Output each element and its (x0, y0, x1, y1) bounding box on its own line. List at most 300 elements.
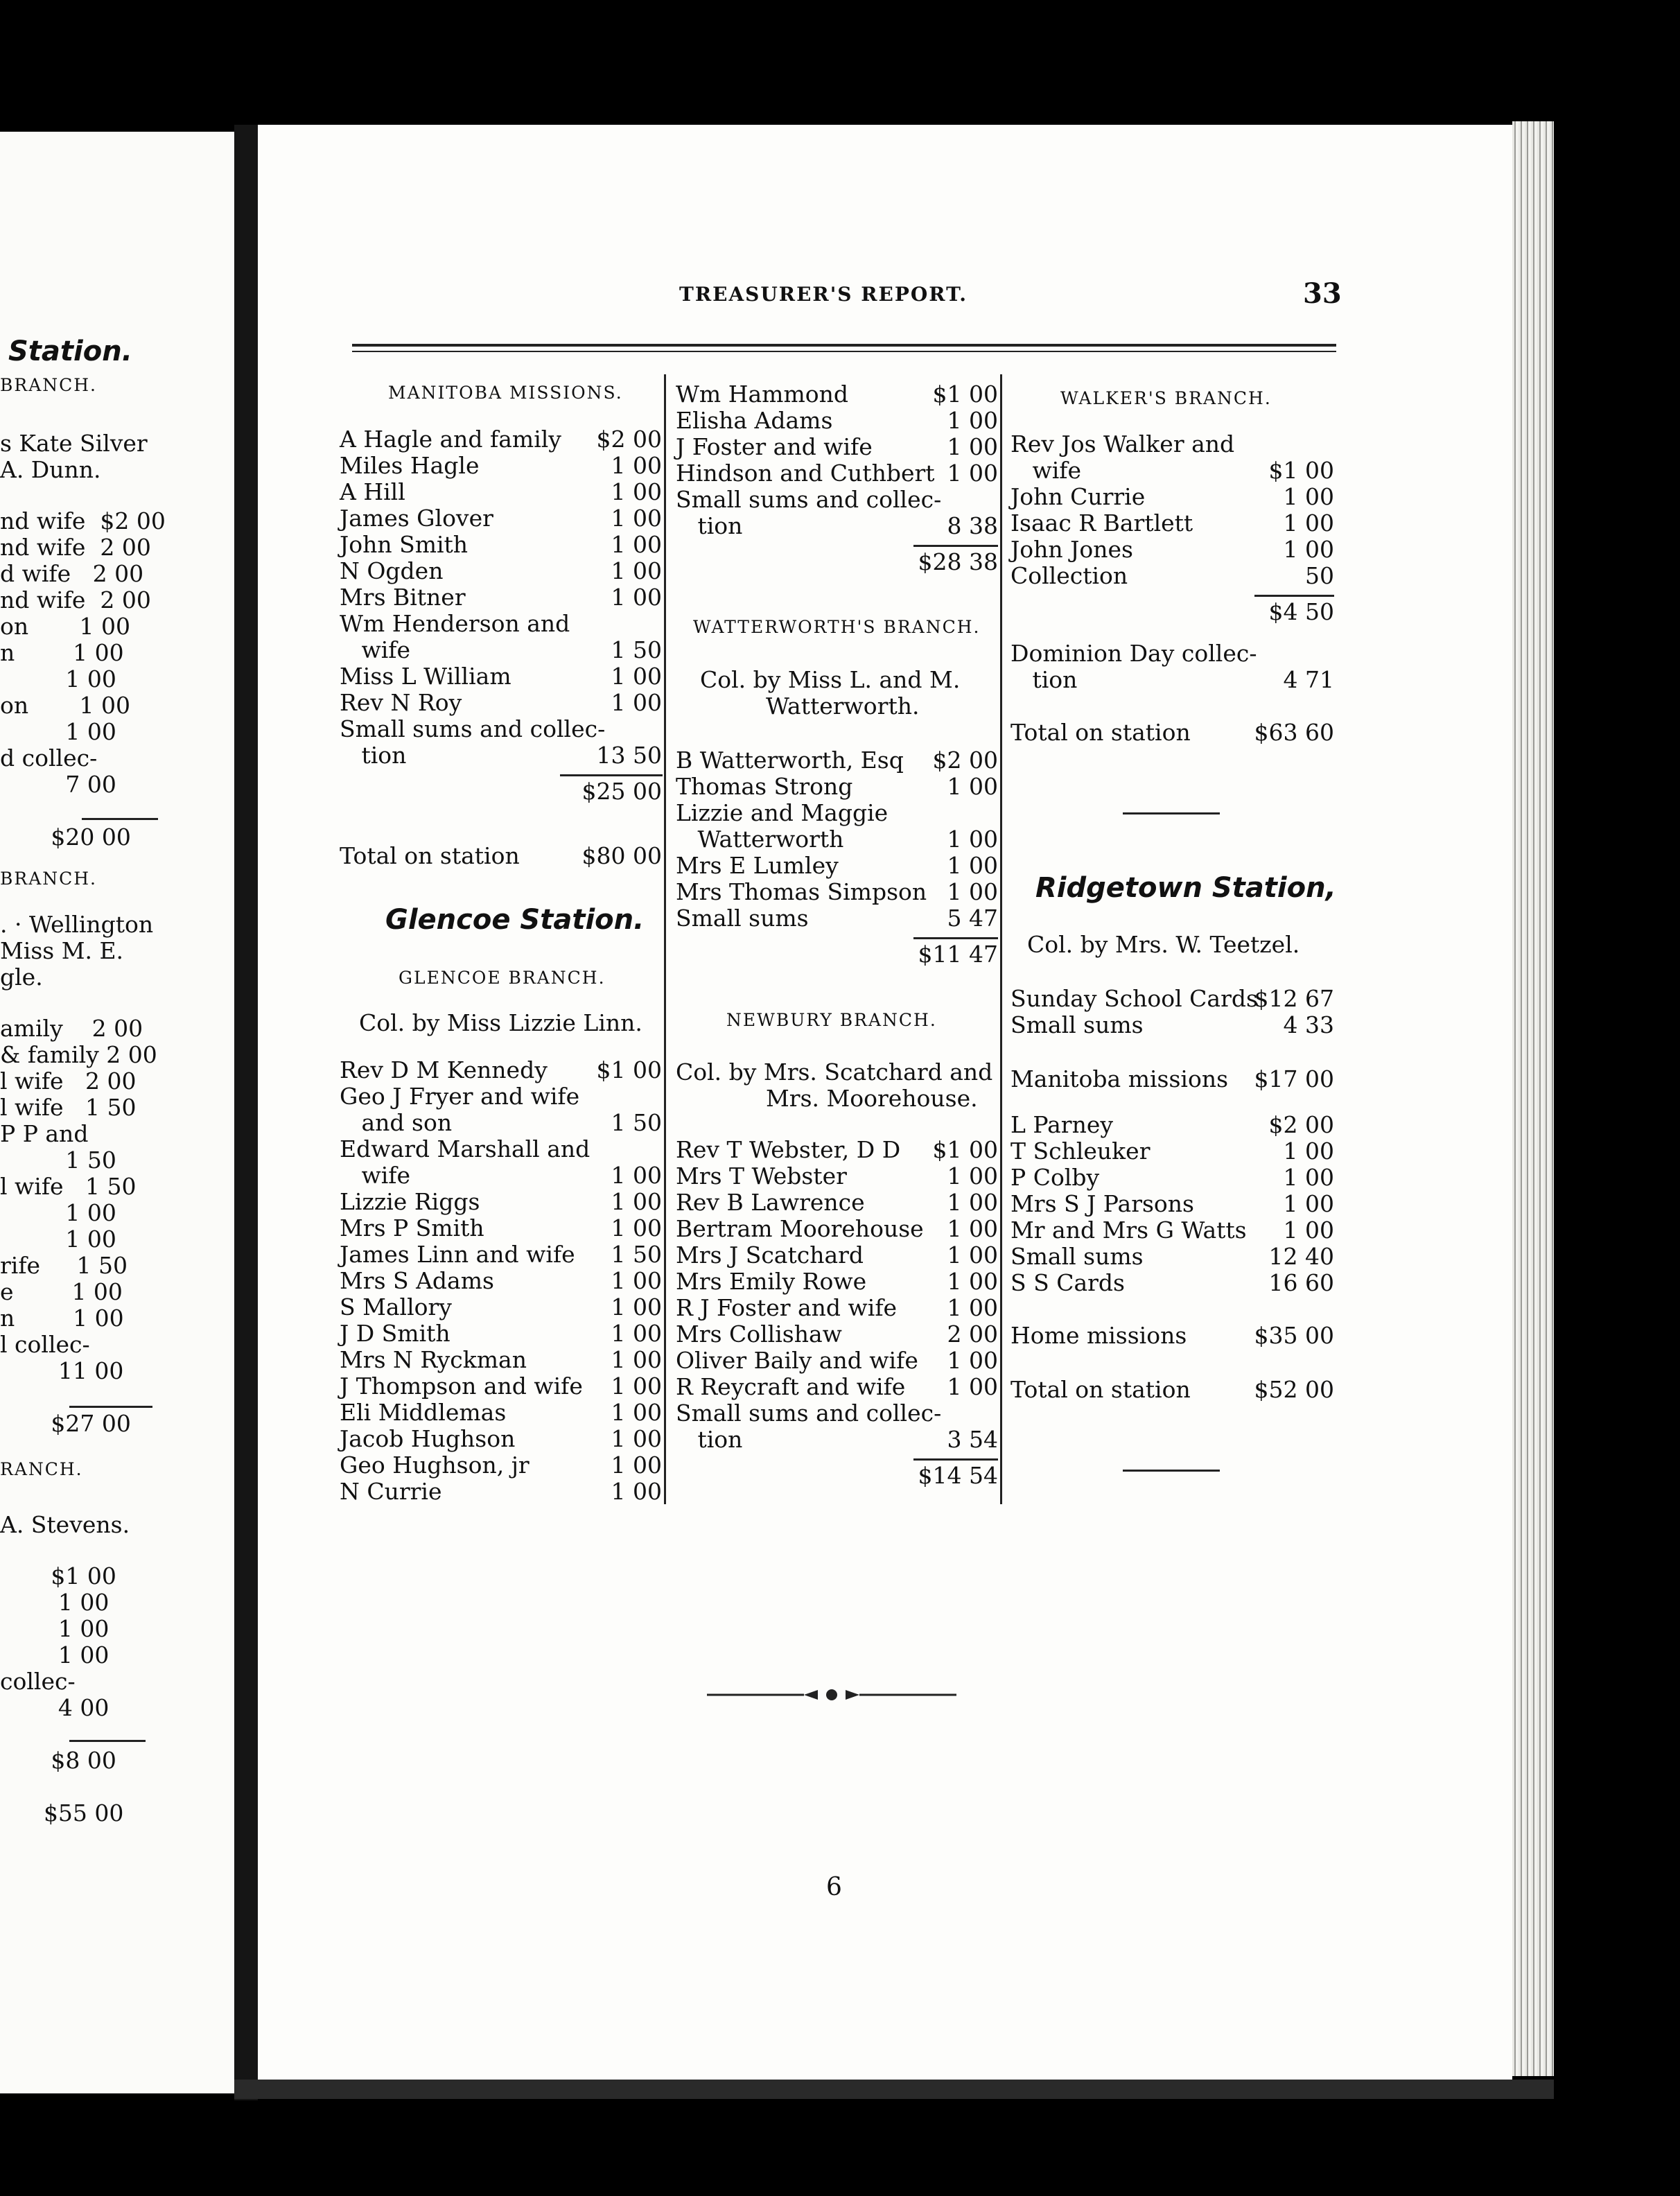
entry-name: R Reycraft and wife (676, 1373, 906, 1400)
entry-name: Small sums (1010, 1011, 1144, 1038)
entry-name: Mrs S J Parsons (1010, 1190, 1194, 1217)
section-rule (1123, 1470, 1220, 1472)
left-page-line: l wife 2 00 (0, 1068, 137, 1095)
entry-amount: 1 00 (947, 1241, 998, 1269)
entry-name: Wm Henderson and (340, 610, 570, 637)
summary-amount: $28 38 (918, 548, 998, 575)
summary-row (340, 843, 662, 869)
ledger-row (676, 879, 998, 905)
ledger-row (676, 774, 998, 800)
entry-amount: 1 00 (947, 878, 998, 905)
entry-amount: 1 00 (611, 478, 662, 505)
ledger-row (340, 1241, 662, 1268)
entry-amount: 1 00 (947, 1215, 998, 1242)
ledger-row (340, 584, 662, 611)
ledger-row (1010, 510, 1334, 537)
left-page-line: $55 00 (0, 1800, 124, 1827)
left-page-line: 1 00 (0, 1226, 116, 1253)
entry-amount: 1 00 (947, 1162, 998, 1190)
summary-label: tion (1010, 666, 1078, 693)
entry-amount: 1 00 (611, 1293, 662, 1321)
left-page-line: on 1 00 (0, 692, 131, 719)
ledger-row (340, 426, 662, 453)
collector-line: Col. by Mrs. Scatchard and (676, 1058, 993, 1086)
ledger-row (676, 1348, 998, 1374)
ledger-row (340, 611, 662, 637)
collector-line: Col. by Miss L. and M. (700, 666, 961, 693)
ledger-row (340, 716, 662, 742)
ledger-row (340, 453, 662, 479)
entry-name: Small sums and collec- (340, 715, 606, 742)
ledger-row (1010, 537, 1334, 563)
entry-amount: $1 00 (932, 381, 998, 408)
left-page-line: d collec- (0, 744, 98, 772)
ledger-row (1010, 458, 1334, 484)
page-edges (1512, 121, 1554, 2076)
left-page-line: l collec- (0, 1331, 90, 1358)
entry-name: Edward Marshall and (340, 1135, 590, 1162)
head-rule (352, 344, 1336, 347)
entry-name: Hindson and Cuthbert (676, 460, 935, 487)
entry-name: tion (676, 1426, 743, 1453)
column-divider (1000, 374, 1002, 1504)
left-page-line: l wife 1 50 (0, 1094, 137, 1121)
ledger-row (1010, 1165, 1334, 1191)
left-page-line: on 1 00 (0, 613, 131, 640)
left-page-line: 1 00 (0, 718, 116, 745)
entry-amount: 1 00 (947, 1189, 998, 1216)
entry-amount: 1 00 (611, 1399, 662, 1426)
running-head: TREASURER'S REPORT. (679, 283, 968, 306)
entry-amount: 1 50 (611, 1109, 662, 1136)
entry-amount: $1 00 (932, 1136, 998, 1163)
summary-label: Total on station (1010, 719, 1191, 746)
entry-name: John Smith (340, 531, 469, 558)
ledger-row (676, 905, 998, 932)
ledger-row (340, 1268, 662, 1294)
left-page-line: n 1 00 (0, 639, 124, 666)
entry-amount: 1 00 (947, 407, 998, 434)
entry-amount: 1 00 (611, 689, 662, 716)
ledger-row (676, 487, 998, 513)
total-rule (913, 937, 998, 939)
entry-amount: 1 00 (611, 1372, 662, 1400)
entry-name: Mrs P Smith (340, 1214, 484, 1241)
entry-amount: 2 00 (947, 1321, 998, 1348)
entry-amount: 12 40 (1268, 1243, 1334, 1270)
entry-name: Geo J Fryer and wife (340, 1083, 580, 1110)
left-page-line: 1 00 (0, 1641, 110, 1668)
left-page-line: RANCH. (0, 1459, 83, 1479)
entry-amount: $2 00 (1268, 1111, 1334, 1138)
summary-row (1010, 1377, 1334, 1403)
entry-name: Mrs J Scatchard (676, 1241, 864, 1269)
ledger-row (1010, 1112, 1334, 1138)
entry-amount: 1 00 (1283, 536, 1334, 563)
entry-name: Geo Hughson, jr (340, 1452, 530, 1479)
ledger-row (340, 1426, 662, 1452)
section-rule (1123, 812, 1220, 814)
left-page-line: 4 00 (0, 1694, 110, 1721)
summary-label: Home missions (1010, 1322, 1187, 1349)
ledger-row (340, 1189, 662, 1215)
summary-label: Manitoba missions (1010, 1065, 1229, 1092)
entry-name: James Glover (340, 505, 493, 532)
entry-name: Isaac R Bartlett (1010, 509, 1193, 537)
ledger-row (340, 1294, 662, 1321)
ledger-row (340, 1373, 662, 1400)
ledger-row (1010, 1270, 1334, 1296)
summary-amount: $63 60 (1254, 719, 1334, 746)
entry-name: Dominion Day collec- (1010, 640, 1257, 667)
ledger-row (340, 1321, 662, 1347)
summary-row (1010, 720, 1334, 746)
ledger-row (340, 690, 662, 716)
entry-amount: $2 00 (596, 426, 662, 453)
head-rule (352, 351, 1336, 352)
summary-row (676, 549, 998, 575)
left-page-line: d wife 2 00 (0, 560, 144, 587)
left-page-line: 7 00 (0, 771, 116, 798)
entry-name: S Mallory (340, 1293, 452, 1321)
entry-amount: 1 00 (611, 557, 662, 584)
ledger-row (340, 558, 662, 584)
entry-name: A Hagle and family (340, 426, 561, 453)
entry-name: Mrs Thomas Simpson (676, 878, 927, 905)
entry-amount: 1 00 (947, 460, 998, 487)
entry-name: J D Smith (340, 1320, 450, 1347)
ledger-row (676, 1295, 998, 1321)
left-rule (69, 1740, 146, 1742)
entry-name: Lizzie Riggs (340, 1188, 480, 1215)
ledger-row (676, 408, 998, 434)
entry-name: Rev Jos Walker and (1010, 430, 1235, 458)
total-rule (913, 545, 998, 547)
left-page-line: nd wife 2 00 (0, 534, 151, 561)
entry-name: Rev D M Kennedy (340, 1056, 548, 1083)
ledger-row (1010, 563, 1334, 589)
total-rule (913, 1458, 998, 1461)
total-rule (1254, 595, 1334, 597)
ledger-row (676, 1242, 998, 1269)
ledger-row (1010, 1244, 1334, 1270)
total-rule (560, 774, 663, 776)
entry-name: Elisha Adams (676, 407, 833, 434)
entry-name: Mrs T Webster (676, 1162, 847, 1190)
entry-amount: 1 00 (611, 1214, 662, 1241)
ledger-row (676, 1400, 998, 1427)
left-page-line: A. Stevens. (0, 1511, 130, 1538)
entry-name: Collection (1010, 562, 1128, 589)
entry-name: wife (340, 636, 411, 663)
ledger-row (676, 1190, 998, 1216)
entry-name: Small sums (676, 905, 809, 932)
entry-name: Jacob Hughson (340, 1425, 516, 1452)
entry-name: Miss L William (340, 663, 511, 690)
entry-amount: 1 00 (611, 531, 662, 558)
entry-name: Eli Middlemas (340, 1399, 507, 1426)
left-page-line: $8 00 (0, 1747, 116, 1774)
left-page-line: n 1 00 (0, 1305, 124, 1332)
entry-amount: 13 50 (596, 742, 662, 769)
ledger-row (340, 1057, 662, 1083)
ledger-row (676, 513, 998, 539)
left-page-line: nd wife 2 00 (0, 586, 151, 613)
ledger-row (340, 1479, 662, 1505)
entry-amount: 16 60 (1268, 1269, 1334, 1296)
page-number: 33 (1303, 277, 1342, 310)
entry-name: P Colby (1010, 1164, 1100, 1191)
ledger-row (340, 1400, 662, 1426)
entry-amount: 3 54 (947, 1426, 998, 1453)
section-heading: MANITOBA MISSIONS. (388, 383, 623, 403)
entry-name: tion (676, 512, 743, 539)
ledger-row (676, 1216, 998, 1242)
entry-name: Mrs Emily Rowe (676, 1268, 867, 1295)
entry-amount: 1 00 (611, 1188, 662, 1215)
left-page-line: 1 00 (0, 1615, 110, 1642)
entry-amount: 1 50 (611, 1241, 662, 1268)
entry-name: wife (340, 1162, 411, 1189)
summary-row (1010, 1323, 1334, 1349)
left-page-line: nd wife $2 00 (0, 507, 166, 534)
collector-line: Col. by Miss Lizzie Linn. (359, 1009, 642, 1036)
left-page-line: BRANCH. (0, 375, 98, 395)
entry-amount: 1 00 (947, 1294, 998, 1321)
left-page-line: . · Wellington (0, 911, 154, 938)
ledger-row (676, 1374, 998, 1400)
entry-name: Rev T Webster, D D (676, 1136, 901, 1163)
entry-name: J Thompson and wife (340, 1372, 583, 1400)
entry-amount: 1 00 (947, 826, 998, 853)
entry-name: James Linn and wife (340, 1241, 575, 1268)
left-page-line: BRANCH. (0, 869, 98, 889)
left-page-line: 1 50 (0, 1147, 116, 1174)
ledger-row (1010, 431, 1334, 458)
ledger-row (1010, 484, 1334, 510)
ledger-row (676, 460, 998, 487)
summary-label: Total on station (1010, 1376, 1191, 1403)
left-page-line: s Kate Silver (0, 430, 148, 457)
left-page-line: & family 2 00 (0, 1041, 157, 1068)
entry-amount: 1 50 (611, 636, 662, 663)
ledger-row (340, 637, 662, 663)
summary-amount: $35 00 (1254, 1322, 1334, 1349)
entry-name: J Foster and wife (676, 433, 873, 460)
ledger-row (340, 1452, 662, 1479)
left-station-heading: Station. (8, 336, 132, 367)
ledger-row (1010, 1217, 1334, 1244)
ledger-row (340, 1110, 662, 1136)
ledger-row (676, 853, 998, 879)
summary-amount: $17 00 (1254, 1065, 1334, 1092)
entry-name: Mrs Bitner (340, 584, 466, 611)
left-page-line: $27 00 (0, 1410, 131, 1437)
ledger-row (1010, 986, 1334, 1012)
entry-name: S S Cards (1010, 1269, 1125, 1296)
entry-amount: 50 (1305, 562, 1334, 589)
entry-amount: 1 00 (611, 1267, 662, 1294)
entry-amount: 1 00 (947, 773, 998, 800)
entry-name: Rev B Lawrence (676, 1189, 865, 1216)
left-page-line: 1 00 (0, 1199, 116, 1226)
entry-amount: 1 00 (1283, 483, 1334, 510)
entry-amount: $2 00 (932, 747, 998, 774)
section-heading: WATTERWORTH'S BRANCH. (693, 617, 981, 637)
entry-amount: 1 00 (611, 663, 662, 690)
entry-name: R J Foster and wife (676, 1294, 898, 1321)
entry-amount: $12 67 (1254, 985, 1334, 1012)
section-heading: WALKER'S BRANCH. (1060, 388, 1272, 408)
left-page-line: Miss M. E. (0, 937, 124, 964)
collector-line: Mrs. Moorehouse. (766, 1085, 978, 1112)
entry-name: Mrs E Lumley (676, 852, 839, 879)
ledger-row (676, 1269, 998, 1295)
ledger-row (676, 434, 998, 460)
entry-amount: 1 00 (947, 1373, 998, 1400)
entry-name: Bertram Moorehouse (676, 1215, 924, 1242)
entry-amount: 1 00 (1283, 1190, 1334, 1217)
ledger-row (1010, 1191, 1334, 1217)
entry-name: Wm Hammond (676, 381, 848, 408)
entry-name: wife (1010, 457, 1082, 484)
entry-name: Small sums (1010, 1243, 1144, 1270)
entry-name: Small sums and collec- (676, 1400, 942, 1427)
entry-name: Watterworth (676, 826, 844, 853)
ornament-flourish-icon (707, 1684, 956, 1705)
entry-amount: 1 00 (611, 1478, 662, 1505)
left-page-line: e 1 00 (0, 1278, 123, 1305)
book-bottom (234, 2080, 1554, 2099)
entry-name: tion (340, 742, 407, 769)
ledger-row (340, 663, 662, 690)
entry-amount: 1 00 (947, 433, 998, 460)
entry-name: Mrs S Adams (340, 1267, 494, 1294)
entry-amount: $1 00 (596, 1056, 662, 1083)
entry-name: Sunday School Cards (1010, 985, 1258, 1012)
ledger-row (676, 1321, 998, 1348)
left-page-line: $20 00 (0, 824, 131, 851)
left-page-line: collec- (0, 1668, 76, 1695)
entry-amount: 4 33 (1283, 1011, 1334, 1038)
left-rule (82, 818, 158, 820)
summary-amount: $4 50 (1268, 598, 1334, 625)
left-page-line: $1 00 (0, 1562, 116, 1589)
entry-name: T Schleuker (1010, 1138, 1150, 1165)
ledger-row (676, 1163, 998, 1190)
entry-name: Thomas Strong (676, 773, 853, 800)
section-heading: GLENCOE BRANCH. (399, 968, 606, 988)
ledger-row (340, 742, 662, 769)
station-heading: Ridgetown Station, (1035, 872, 1336, 904)
summary-row (676, 941, 998, 968)
left-page-line: rife 1 50 (0, 1252, 128, 1279)
ornament (707, 1684, 956, 1705)
entry-name: Oliver Baily and wife (676, 1347, 918, 1374)
entry-amount: 8 38 (947, 512, 998, 539)
entry-amount: 1 00 (611, 1162, 662, 1189)
entry-name: Mr and Mrs G Watts (1010, 1217, 1247, 1244)
summary-label: Total on station (340, 842, 520, 869)
entry-name: Mrs Collishaw (676, 1321, 842, 1348)
entry-name: L Parney (1010, 1111, 1114, 1138)
entry-name: N Currie (340, 1478, 442, 1505)
left-page-line: 1 00 (0, 665, 116, 692)
ledger-row (1010, 1012, 1334, 1038)
left-page-line: P P and (0, 1120, 89, 1147)
signature-mark: 6 (826, 1873, 842, 1901)
left-page-line: amily 2 00 (0, 1015, 143, 1042)
entry-amount: 1 00 (611, 1320, 662, 1347)
left-page-line: A. Dunn. (0, 456, 101, 483)
left-page-line: 11 00 (0, 1357, 124, 1384)
ledger-row (676, 381, 998, 408)
entry-amount: 1 00 (611, 1452, 662, 1479)
ledger-row (676, 800, 998, 826)
entry-amount: 1 00 (1283, 509, 1334, 537)
entry-amount: 1 00 (947, 1268, 998, 1295)
ledger-row (340, 1347, 662, 1373)
entry-name: Mrs N Ryckman (340, 1346, 527, 1373)
entry-name: B Watterworth, Esq (676, 747, 904, 774)
summary-amount: $14 54 (918, 1462, 998, 1489)
entry-name: Rev N Roy (340, 689, 462, 716)
entry-amount: 1 00 (1283, 1138, 1334, 1165)
ledger-row (1010, 1138, 1334, 1165)
column-divider (664, 374, 666, 1504)
ledger-row (340, 1136, 662, 1162)
summary-amount: $11 47 (918, 941, 998, 968)
left-page-line: gle. (0, 964, 43, 991)
entry-amount: 5 47 (947, 905, 998, 932)
ledger-row (340, 532, 662, 558)
station-heading: Glencoe Station. (385, 904, 645, 936)
summary-row (340, 778, 662, 805)
entry-amount: 1 00 (611, 452, 662, 479)
collector-line: Col. by Mrs. W. Teetzel. (1027, 931, 1300, 958)
summary-amount: $25 00 (581, 778, 662, 805)
ledger-row (340, 1162, 662, 1189)
entry-name: John Currie (1010, 483, 1146, 510)
entry-name: Lizzie and Maggie (676, 799, 889, 826)
entry-amount: 1 00 (947, 852, 998, 879)
summary-amount: $52 00 (1254, 1376, 1334, 1403)
entry-name: A Hill (340, 478, 405, 505)
entry-name: Small sums and collec- (676, 486, 942, 513)
entry-amount: $1 00 (1268, 457, 1334, 484)
entry-amount: 1 00 (1283, 1217, 1334, 1244)
ledger-row (340, 1215, 662, 1241)
entry-name: Miles Hagle (340, 452, 480, 479)
section-heading: NEWBURY BRANCH. (726, 1010, 937, 1030)
book-gutter (234, 125, 258, 2100)
summary-row (1010, 667, 1334, 693)
entry-name: and son (340, 1109, 453, 1136)
summary-row (1010, 1066, 1334, 1092)
ledger-row (676, 1137, 998, 1163)
entry-amount: 1 00 (1283, 1164, 1334, 1191)
entry-amount: 1 00 (611, 584, 662, 611)
summary-row (1010, 599, 1334, 625)
entry-amount: 1 00 (947, 1347, 998, 1374)
entry-amount: 1 00 (611, 1425, 662, 1452)
ledger-row (340, 1083, 662, 1110)
summary-amount: 4 71 (1283, 666, 1334, 693)
ledger-row (340, 479, 662, 505)
ledger-row (676, 747, 998, 774)
summary-amount: $80 00 (581, 842, 662, 869)
ledger-row (676, 826, 998, 853)
